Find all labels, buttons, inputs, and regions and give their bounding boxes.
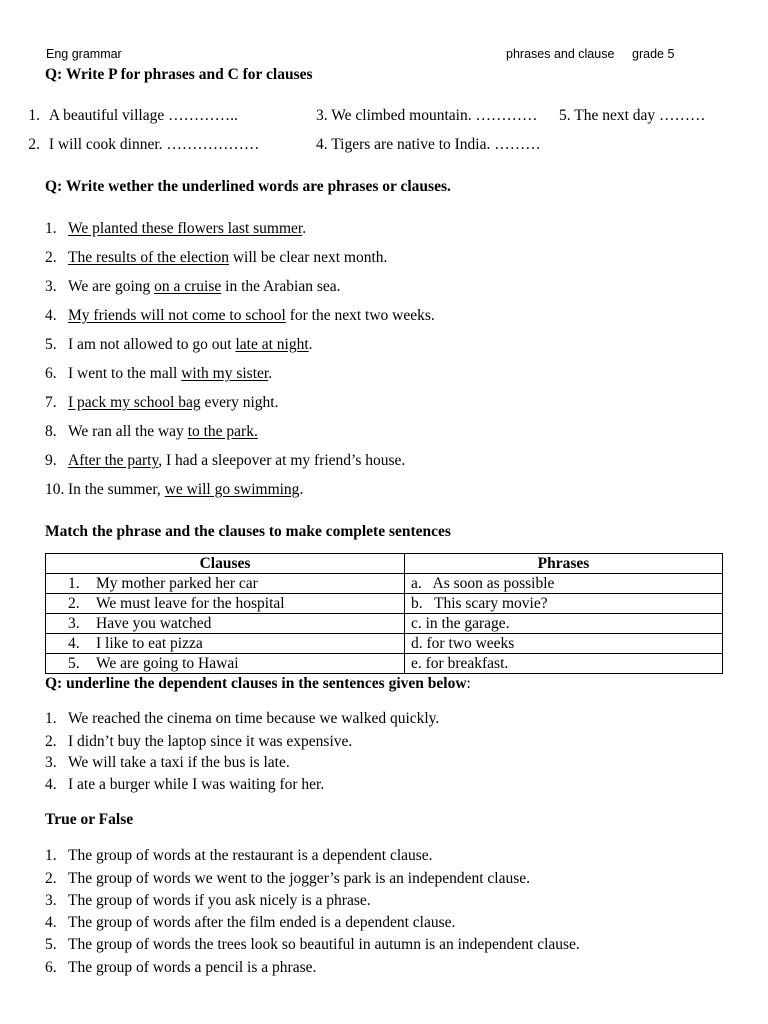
clause-num: 3. <box>68 615 80 632</box>
s5-item <box>45 870 531 888</box>
s1-item-4 <box>316 136 541 154</box>
clause-cell <box>46 614 405 634</box>
clause-cell <box>46 634 405 654</box>
s2-item-num: 5. <box>45 336 57 353</box>
s2-item-num: 7. <box>45 394 57 411</box>
match-table-row <box>46 574 723 594</box>
s2-item-underlined: We planted these flowers last summer <box>68 220 303 237</box>
s4-item <box>45 733 353 751</box>
s4-item-num: 1. <box>45 710 57 727</box>
s2-item-num: 9. <box>45 452 57 469</box>
s2-item-text <box>68 307 435 325</box>
s5-item-text: The group of words after the film ended is a dependent clause. <box>68 914 456 931</box>
clause-num: 1. <box>68 575 80 592</box>
s2-item-post: every night. <box>200 394 279 411</box>
s2-item-num: 1. <box>45 220 57 237</box>
topic-label: phrases and clause <box>506 47 615 61</box>
s2-item-post: . <box>268 365 273 382</box>
s2-item-underlined: on a cruise <box>154 278 222 295</box>
s4-item <box>45 754 290 772</box>
s5-item-text: The group of words at the restaurant is a dependent clause. <box>68 847 433 864</box>
s2-item-underlined: My friends will not come to school <box>68 307 286 324</box>
s2-item-text <box>68 481 303 499</box>
s5-item-text: The group of words the trees look so beautiful in autumn is an independent clause. <box>68 936 580 953</box>
section4-title-wrap <box>45 675 471 693</box>
s4-item-text: We reached the cinema on time because we walked quickly. <box>68 710 440 727</box>
s1-item-5 <box>559 107 706 125</box>
s2-item <box>45 481 304 499</box>
s4-item <box>45 776 325 794</box>
s2-item <box>45 423 258 441</box>
s4-item-num: 4. <box>45 776 57 793</box>
s5-item-num: 1. <box>45 847 57 864</box>
s2-item-num: 4. <box>45 307 57 324</box>
section3-title: Match the phrase and the clauses to make complete sentences <box>45 523 451 540</box>
s1-item-text: A beautiful village ………….. <box>48 107 238 124</box>
s2-item-post: for the next two weeks. <box>285 307 435 324</box>
s2-item-post: in the Arabian sea. <box>221 278 341 295</box>
s2-item-post: will be clear next month. <box>228 249 388 266</box>
s2-item <box>45 365 273 383</box>
s2-item-pre: In the summer, <box>68 481 165 498</box>
match-table-header <box>46 554 723 574</box>
s4-item-text: We will take a taxi if the bus is late. <box>68 754 290 771</box>
s2-item <box>45 307 435 325</box>
s2-item-underlined: to the park. <box>187 423 258 440</box>
subject-label: Eng grammar <box>46 47 122 61</box>
s2-item-num: 8. <box>45 423 57 440</box>
match-table <box>45 553 723 674</box>
s1-item-text: The next day ……… <box>574 107 706 124</box>
s2-item-pre: We are going <box>68 278 155 295</box>
clauses-header: Clauses <box>46 554 405 574</box>
s2-item-num: 6. <box>45 365 57 382</box>
s2-item <box>45 452 406 470</box>
clause-text: We are going to Hawai <box>96 655 239 672</box>
match-table-row <box>46 634 723 654</box>
s2-item <box>45 249 388 267</box>
s5-item-num: 3. <box>45 892 57 909</box>
match-table-row <box>46 654 723 674</box>
s2-item-post: . <box>308 336 313 353</box>
clause-num: 2. <box>68 595 80 612</box>
s2-item-text <box>68 220 306 238</box>
s5-item-num: 4. <box>45 914 57 931</box>
clause-cell <box>46 654 405 674</box>
s2-item-pre: We ran all the way <box>68 423 188 440</box>
s2-item-text <box>68 278 341 296</box>
clause-num: 5. <box>68 655 80 672</box>
phrase-cell: e. for breakfast. <box>405 654 723 674</box>
s2-item-text <box>68 452 405 470</box>
match-table-row <box>46 614 723 634</box>
s2-item-post: . <box>299 481 304 498</box>
s2-item-text <box>68 365 272 383</box>
s1-item-1 <box>22 107 238 125</box>
section4-title: Q: underline the dependent clauses in the sentences given below <box>45 675 467 692</box>
s5-item-num: 6. <box>45 959 57 976</box>
s2-item-underlined: The results of the election <box>68 249 229 266</box>
s2-item-underlined: late at night <box>235 336 309 353</box>
s1-item-num: 5. <box>559 107 571 124</box>
s1-item-num: 3. <box>316 107 328 124</box>
s1-item-text: I will cook dinner. ……………… <box>48 136 260 153</box>
s2-item-num: 10. <box>45 481 65 498</box>
s1-item-num: 2. <box>28 136 40 153</box>
phrase-cell: d. for two weeks <box>405 634 723 654</box>
s5-item-text: The group of words if you ask nicely is a phrase. <box>68 892 371 909</box>
s5-item <box>45 936 580 954</box>
clause-text: I like to eat pizza <box>96 635 203 652</box>
clause-cell <box>46 574 405 594</box>
s4-item-text: I ate a burger while I was waiting for her. <box>68 776 325 793</box>
s1-item-2 <box>22 136 259 154</box>
s4-item-text: I didn’t buy the laptop since it was expensive. <box>68 733 353 750</box>
s2-item-num: 2. <box>45 249 57 266</box>
s2-item-num: 3. <box>45 278 57 295</box>
s2-item-text <box>68 249 387 267</box>
phrases-header: Phrases <box>405 554 723 574</box>
s5-item-num: 5. <box>45 936 57 953</box>
phrase-cell: a. As soon as possible <box>405 574 723 594</box>
section2-title: Q: Write wether the underlined words are phrases or clauses. <box>45 178 451 195</box>
s2-item-underlined: I pack my school bag <box>68 394 201 411</box>
s2-item-post: , I had a sleepover at my friend’s house. <box>158 452 406 469</box>
phrase-cell: b. This scary movie? <box>405 594 723 614</box>
clause-cell <box>46 594 405 614</box>
s1-item-num: 1. <box>28 107 40 124</box>
s4-item-num: 2. <box>45 733 57 750</box>
s5-item <box>45 892 371 910</box>
s4-item-num: 3. <box>45 754 57 771</box>
s1-item-num: 4. <box>316 136 328 153</box>
s5-item-text: The group of words a pencil is a phrase. <box>68 959 317 976</box>
s5-item <box>45 914 456 932</box>
s2-item-post: . <box>302 220 307 237</box>
s1-item-text: We climbed mountain. ………… <box>331 107 538 124</box>
s1-item-3 <box>316 107 537 125</box>
s2-item <box>45 278 341 296</box>
clause-text: Have you watched <box>96 615 212 632</box>
clause-num: 4. <box>68 635 80 652</box>
s5-item <box>45 959 317 977</box>
phrase-cell: c. in the garage. <box>405 614 723 634</box>
s2-item-text <box>68 336 313 354</box>
s2-item <box>45 336 313 354</box>
s2-item <box>45 394 279 412</box>
s2-item-underlined: we will go swimming <box>164 481 300 498</box>
s2-item-pre: I am not allowed to go out <box>68 336 236 353</box>
s2-item-underlined: After the party <box>68 452 159 469</box>
s5-item <box>45 847 433 865</box>
s2-item-text <box>68 394 279 412</box>
s2-item-underlined: with my sister <box>181 365 269 382</box>
s2-item-text <box>68 423 258 441</box>
s5-item-num: 2. <box>45 870 57 887</box>
s4-item <box>45 710 440 728</box>
section4-title-suffix: : <box>466 675 471 692</box>
match-table-row <box>46 594 723 614</box>
s2-item <box>45 220 307 238</box>
s5-item-text: The group of words we went to the jogger’s park is an independent clause. <box>68 870 531 887</box>
s1-item-text: Tigers are native to India. ……… <box>331 136 541 153</box>
section5-title: True or False <box>45 811 134 828</box>
section1-title: Q: Write P for phrases and C for clauses <box>45 66 313 83</box>
clause-text: My mother parked her car <box>96 575 258 592</box>
clause-text: We must leave for the hospital <box>96 595 285 612</box>
grade-label: grade 5 <box>632 47 675 61</box>
s2-item-pre: I went to the mall <box>68 365 182 382</box>
